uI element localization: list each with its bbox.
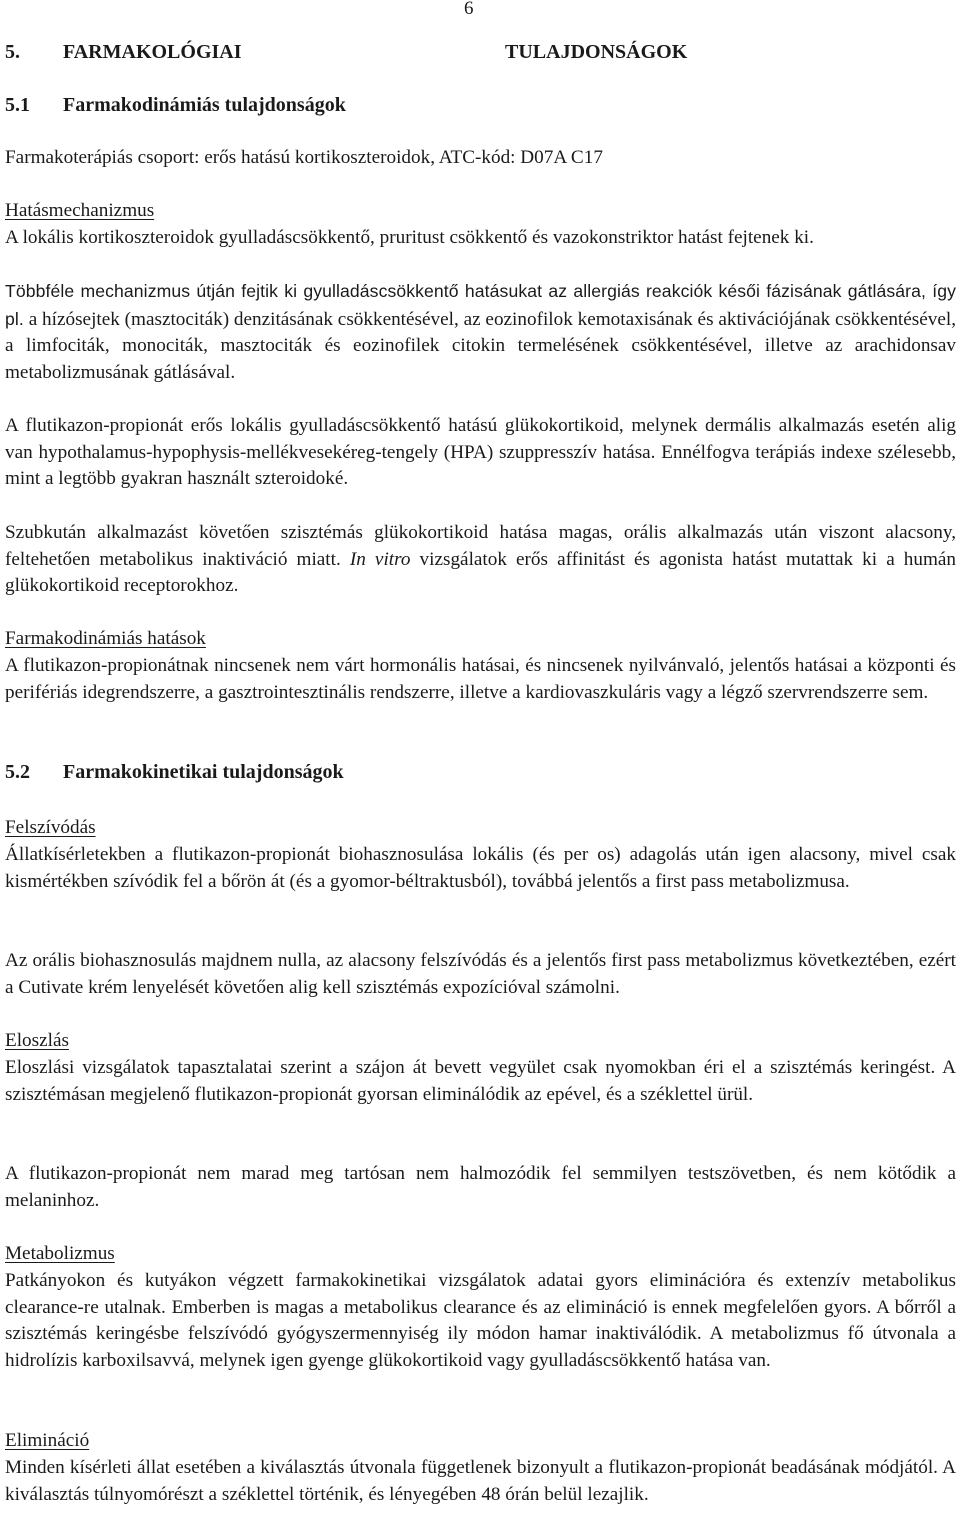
section-5-1-title: Farmakodinámiás tulajdonságok bbox=[63, 94, 346, 116]
section-5-1-heading bbox=[5, 92, 956, 119]
distribution-paragraph-1: Eloszlási vizsgálatok tapasztalatai szerint a szájon át bevett vegyület csak nyomokban éri el a szisztémás keringést. A szisztémásan megjelenő flutikazon-propionát gyorsan eliminálódik az epével, és a széklettel ürül. bbox=[5, 1057, 956, 1105]
pharmacodynamic-effects-heading: Farmakodinámiás hatások bbox=[5, 628, 206, 649]
pharmacotherapeutic-group: Farmakoterápiás csoport: erős hatású kortikoszteroidok, ATC-kód: D07A C17 bbox=[5, 147, 603, 168]
page-number: 6 bbox=[464, 0, 474, 19]
distribution-paragraph-2: A flutikazon-propionát nem marad meg tartósan nem halmozódik fel semmilyen testszövetben, és nem kötődik a melaninhoz. bbox=[5, 1163, 956, 1211]
fluticasone-paragraph: A flutikazon-propionát erős lokális gyulladáscsökkentő hatású glükokortikoid, melynek dermális alkalmazás esetén alig van hypothalamus-hypophysis-mellékvesekéreg-tengely (HPA) szuppresszív hatása. Ennélfogva terápiás indexe szélesebb, mint a legtöbb gyakran használt szteroidoké. bbox=[5, 415, 956, 489]
section-5-2-title: Farmakokinetikai tulajdonságok bbox=[63, 761, 344, 783]
subcutaneous-text-a: Szubkután alkalmazást követően szisztémás glükokortikoid hatása magas, orális alkalmazás után viszont alacsony, feltehetően metabolikus inaktiváció miatt. bbox=[5, 522, 956, 570]
metabolism-heading: Metabolizmus bbox=[5, 1243, 115, 1264]
subcutaneous-text-b: vizsgálatok erős affinitást és agonista hatást mutattak ki a humán glükokortikoid receptorokhoz. bbox=[5, 548, 957, 596]
in-vitro-italic: In vitro bbox=[349, 548, 411, 570]
mechanism-paragraph-2-rest: a hízósejtek (masztociták) denzitásának csökkentésével, az eozinofilok kemotaxisának és aktivációjának csökkentésével, a limfociták, monociták, masztociták és eozinofilek citokin termelésének csökkentésével, illetve az arachidonsav metabolizmusának gátlásával. bbox=[5, 308, 956, 383]
metabolism-paragraph: Patkányokon és kutyákon végzett farmakokinetikai vizsgálatok adatai gyors eliminációra és extenzív metabolikus clearance-re utalnak. Emberben is magas a metabolikus clearance és az elimináció is ennek megfelelően gyors. A bőrről a szisztémás keringésbe felszívódó gyógyszermennyiség ily módon hamar inaktiválódik. A metabolizmus fő útvonala a hidrolízis karboxilsavvá, melynek igen gyenge glükokortikoid vagy gyulladáscsökkentő hatása van. bbox=[5, 1270, 956, 1371]
section-5-2-heading bbox=[5, 759, 956, 786]
absorption-paragraph-2: Az orális biohasznosulás majdnem nulla, az alacsony felszívódás és a jelentős first pass metabolizmus következtében, ezért a Cutivate krém lenyelését követően alig kell szisztémás expozícióval számolni. bbox=[5, 950, 956, 998]
mechanism-paragraph-2 bbox=[5, 278, 956, 386]
elimination-heading: Elimináció bbox=[5, 1430, 90, 1451]
subcutaneous-paragraph bbox=[5, 520, 956, 600]
mechanism-paragraph-2-sans-part: Többféle mechanizmus útján fejtik ki gyulladáscsökkentő hatásukat az allergiás reakciók késői fázisának gátlására, így pl. bbox=[5, 281, 956, 329]
section-5-2-number: 5.2 bbox=[5, 761, 30, 783]
distribution-heading: Eloszlás bbox=[5, 1030, 69, 1051]
absorption-heading: Felszívódás bbox=[5, 817, 96, 838]
mechanism-heading: Hatásmechanizmus bbox=[5, 200, 155, 221]
section-5-1-number: 5.1 bbox=[5, 94, 30, 116]
section-5-title-right: TULAJDONSÁGOK bbox=[505, 41, 688, 63]
elimination-paragraph: Minden kísérleti állat esetében a kiválasztás útvonala függetlenek bizonyult a flutikazon-propionát beadásának módjától. A kiválasztás túlnyomórészt a széklettel történik, és lényegében 48 órán belül lezajlik. bbox=[5, 1457, 956, 1505]
pharmacodynamic-effects-paragraph: A flutikazon-propionátnak nincsenek nem várt hormonális hatásai, és nincsenek nyilvánvaló, jelentős hatásai a központi és perifériás idegrendszerre, a gasztrointesztinális rendszerre, illetve a kardiovaszkuláris vagy a légző szervrendszerre sem. bbox=[5, 655, 956, 703]
section-5-number: 5. bbox=[5, 41, 20, 63]
section-5-title-left: FARMAKOLÓGIAI bbox=[63, 41, 242, 63]
section-5-heading bbox=[5, 39, 956, 66]
absorption-paragraph-1: Állatkísérletekben a flutikazon-propionát biohasznosulása lokális (és per os) adagolás után igen alacsony, mivel csak kismértékben szívódik fel a bőrön át (és a gyomor-béltraktusból), továbbá jelentős a first pass metabolizmusa. bbox=[5, 844, 956, 892]
mechanism-paragraph-1: A lokális kortikoszteroidok gyulladáscsökkentő, pruritust csökkentő és vazokonstriktor hatást fejtenek ki. bbox=[5, 227, 814, 248]
